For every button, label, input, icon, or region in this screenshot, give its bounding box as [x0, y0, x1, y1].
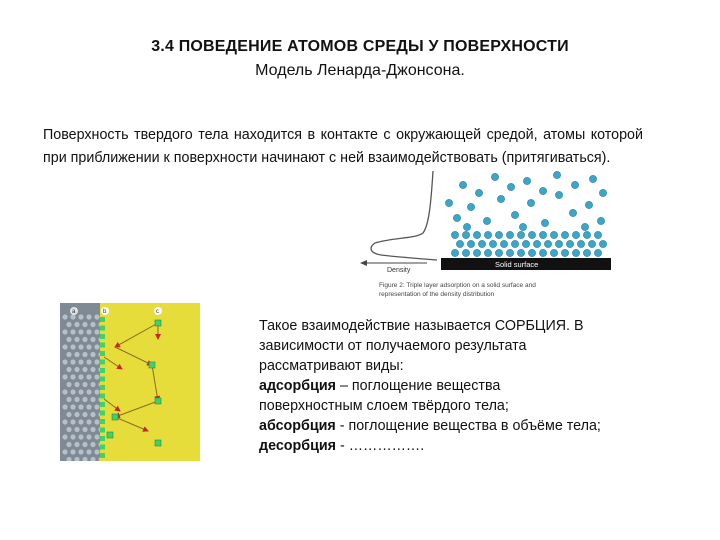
molecule	[553, 171, 560, 178]
lattice-atom	[62, 314, 67, 319]
molecule	[484, 249, 491, 256]
molecule	[467, 240, 474, 247]
boundary-marker	[100, 394, 105, 399]
lattice-atom	[62, 449, 67, 454]
lattice-atom	[66, 382, 71, 387]
lattice-atom	[78, 404, 83, 409]
lattice-atom	[82, 382, 87, 387]
molecule	[561, 249, 568, 256]
absorption-definition: - поглощение вещества в объёме тела;	[335, 418, 601, 434]
moving-atom	[112, 414, 118, 420]
molecule	[583, 231, 590, 238]
molecule	[594, 231, 601, 238]
surface-boundary-markers	[100, 317, 105, 458]
lattice-atom	[82, 367, 87, 372]
sorption-line-3: рассматривают виды:	[259, 358, 404, 374]
lattice-atom	[70, 434, 75, 439]
molecule	[597, 217, 604, 224]
molecule	[571, 181, 578, 188]
lattice-atom	[86, 359, 91, 364]
boundary-marker	[100, 419, 105, 424]
lattice-atom	[66, 397, 71, 402]
lattice-atom	[70, 314, 75, 319]
lattice-atom	[62, 389, 67, 394]
lattice-atom	[94, 449, 99, 454]
lattice-atom	[86, 389, 91, 394]
molecule	[550, 249, 557, 256]
molecule	[527, 199, 534, 206]
figure-caption-line1: Figure 2: Triple layer adsorption on a solid surface and	[379, 282, 536, 289]
molecule	[569, 209, 576, 216]
molecule	[588, 240, 595, 247]
molecule	[459, 181, 466, 188]
molecule	[599, 240, 606, 247]
boundary-marker	[100, 428, 105, 433]
lattice-atom	[90, 322, 95, 327]
panel-label-b: b	[103, 309, 107, 315]
lattice-atom	[94, 389, 99, 394]
lattice-atom	[94, 359, 99, 364]
lattice-atom	[62, 359, 67, 364]
molecule	[594, 249, 601, 256]
boundary-marker	[100, 411, 105, 416]
molecule	[507, 183, 514, 190]
molecule	[473, 231, 480, 238]
molecule	[528, 249, 535, 256]
molecule	[500, 240, 507, 247]
desorption-term: десорбция	[259, 438, 337, 454]
lattice-atom	[66, 442, 71, 447]
lattice-atom	[90, 427, 95, 432]
molecule	[572, 231, 579, 238]
lattice-atom	[74, 337, 79, 342]
boundary-marker	[100, 385, 105, 390]
molecule	[517, 231, 524, 238]
molecule	[489, 240, 496, 247]
boundary-marker	[100, 334, 105, 339]
sorption-description	[259, 316, 679, 456]
lattice-atom	[70, 329, 75, 334]
lattice-atom	[62, 374, 67, 379]
lattice-atom	[74, 367, 79, 372]
lattice-atom	[74, 442, 79, 447]
lattice-atom	[62, 344, 67, 349]
moving-atom	[155, 398, 161, 404]
molecule	[484, 231, 491, 238]
molecule	[555, 240, 562, 247]
lattice-atom	[66, 412, 71, 417]
molecule	[523, 177, 530, 184]
molecule	[491, 173, 498, 180]
lattice-atom	[90, 337, 95, 342]
lattice-atom	[74, 322, 79, 327]
figure-caption-line2: representation of the density distribution	[379, 291, 495, 298]
lattice-atom	[94, 419, 99, 424]
sorption-line-1: Такое взаимодействие называется СОРБЦИЯ. В	[259, 318, 584, 334]
molecule	[511, 240, 518, 247]
boundary-marker	[100, 360, 105, 365]
lattice-atom	[78, 419, 83, 424]
lattice-atom	[86, 449, 91, 454]
lattice-atom	[66, 337, 71, 342]
moving-atom	[149, 362, 155, 368]
molecule	[495, 231, 502, 238]
lattice-atom	[86, 329, 91, 334]
lattice-atom	[70, 389, 75, 394]
absorption-term: абсорбция	[259, 418, 336, 434]
molecule	[511, 211, 518, 218]
lattice-atom	[90, 367, 95, 372]
molecule	[528, 231, 535, 238]
lattice-atom	[94, 404, 99, 409]
lattice-atom	[90, 352, 95, 357]
lattice-atom	[82, 427, 87, 432]
molecule	[599, 189, 606, 196]
desorption-item	[259, 436, 679, 456]
boundary-marker	[100, 436, 105, 441]
lattice-atom	[74, 397, 79, 402]
molecule	[475, 189, 482, 196]
lattice-atom	[78, 389, 83, 394]
density-arrow-icon	[360, 260, 367, 266]
molecule	[544, 240, 551, 247]
boundary-marker	[100, 326, 105, 331]
molecule	[539, 187, 546, 194]
molecule	[463, 223, 470, 230]
adsorption-item	[259, 376, 679, 396]
molecule	[585, 201, 592, 208]
adsorbed-molecules	[445, 171, 606, 256]
lattice-atom	[90, 397, 95, 402]
molecule	[519, 223, 526, 230]
lattice-atom	[86, 404, 91, 409]
sorption-line-2: зависимости от получаемого результата	[259, 338, 527, 354]
panel-label-a: a	[72, 309, 76, 315]
molecule	[541, 219, 548, 226]
lattice-atom	[78, 434, 83, 439]
molecule	[497, 195, 504, 202]
lattice-atom	[90, 412, 95, 417]
adsorption-term: адсорбция	[259, 378, 337, 394]
molecule	[462, 231, 469, 238]
molecule	[445, 199, 452, 206]
molecule	[453, 214, 460, 221]
lattice-atom	[94, 329, 99, 334]
lattice-atom	[78, 374, 83, 379]
molecule	[581, 223, 588, 230]
lattice-atom	[82, 322, 87, 327]
boundary-marker	[100, 351, 105, 356]
boundary-marker	[100, 377, 105, 382]
lattice-atom	[78, 449, 83, 454]
lattice-atom	[70, 449, 75, 454]
boundary-marker	[100, 368, 105, 373]
molecule	[462, 249, 469, 256]
molecule	[522, 240, 529, 247]
medium-panel	[100, 303, 200, 461]
molecule	[506, 249, 513, 256]
molecule	[451, 231, 458, 238]
molecule	[589, 175, 596, 182]
molecule	[506, 231, 513, 238]
lattice-atom	[94, 434, 99, 439]
lattice-atom	[82, 397, 87, 402]
lattice-atom	[62, 434, 67, 439]
lattice-atom	[78, 359, 83, 364]
lattice-atom	[70, 419, 75, 424]
lattice-atom	[94, 344, 99, 349]
molecule	[539, 231, 546, 238]
page-subtitle: Модель Ленарда-Джонсона.	[255, 62, 465, 79]
lattice-atom	[78, 314, 83, 319]
molecule	[561, 231, 568, 238]
adsorption-figure	[345, 163, 625, 303]
lattice-atom	[66, 322, 71, 327]
moving-atom	[155, 440, 161, 446]
molecule	[467, 203, 474, 210]
lattice-atom	[86, 419, 91, 424]
molecule	[473, 249, 480, 256]
molecule	[533, 240, 540, 247]
adsorption-definition-cont: поверхностным слоем твёрдого тела;	[259, 398, 509, 414]
lattice-atom	[94, 314, 99, 319]
lattice-atom	[86, 344, 91, 349]
moving-atom	[107, 432, 113, 438]
lattice-atom	[62, 419, 67, 424]
lattice-atom	[82, 352, 87, 357]
absorption-item	[259, 416, 679, 436]
molecule	[566, 240, 573, 247]
lattice-atom	[74, 427, 79, 432]
lattice-atom	[78, 329, 83, 334]
density-curve	[371, 171, 437, 260]
lattice-atom	[66, 367, 71, 372]
molecule	[517, 249, 524, 256]
lattice-atom	[70, 359, 75, 364]
lattice-atom	[70, 344, 75, 349]
lattice-atom	[94, 374, 99, 379]
lattice-atom	[70, 374, 75, 379]
molecule	[456, 240, 463, 247]
boundary-marker	[100, 453, 105, 458]
molecule	[555, 191, 562, 198]
molecule	[451, 249, 458, 256]
lattice-atom	[74, 412, 79, 417]
page-title: 3.4 ПОВЕДЕНИЕ АТОМОВ СРЕДЫ У ПОВЕРХНОСТИ	[151, 38, 569, 55]
lattice-atom	[78, 344, 83, 349]
boundary-marker	[100, 317, 105, 322]
lattice-atom	[82, 442, 87, 447]
desorption-definition: - …………….	[336, 438, 425, 454]
intro-paragraph: Поверхность твердого тела находится в контакте с окружающей средой, атомы которой при приближении к поверхности начинают с ней взаимодействовать (притягиваться).	[43, 127, 643, 166]
molecule	[478, 240, 485, 247]
lattice-atom	[74, 352, 79, 357]
lattice-atom	[82, 337, 87, 342]
lattice-atom	[90, 382, 95, 387]
panel-label-c: c	[156, 309, 159, 315]
density-label: Density	[387, 267, 411, 274]
diffusion-figure	[60, 303, 200, 461]
adsorption-definition: – поглощение вещества	[336, 378, 501, 394]
lattice-atom	[66, 427, 71, 432]
boundary-marker	[100, 402, 105, 407]
lattice-atom	[90, 442, 95, 447]
molecule	[577, 240, 584, 247]
molecule	[583, 249, 590, 256]
lattice-atom	[70, 404, 75, 409]
lattice-atom	[66, 352, 71, 357]
boundary-marker	[100, 445, 105, 450]
molecule	[539, 249, 546, 256]
solid-surface-label: Solid surface	[495, 260, 539, 269]
lattice-atom	[86, 434, 91, 439]
boundary-marker	[100, 343, 105, 348]
lattice-atom	[82, 412, 87, 417]
molecule	[483, 217, 490, 224]
lattice-atom	[86, 374, 91, 379]
molecule	[550, 231, 557, 238]
lattice-atom	[62, 329, 67, 334]
lattice-atom	[62, 404, 67, 409]
lattice-atom	[86, 314, 91, 319]
molecule	[572, 249, 579, 256]
moving-atom	[155, 320, 161, 326]
molecule	[495, 249, 502, 256]
lattice-atom	[74, 382, 79, 387]
